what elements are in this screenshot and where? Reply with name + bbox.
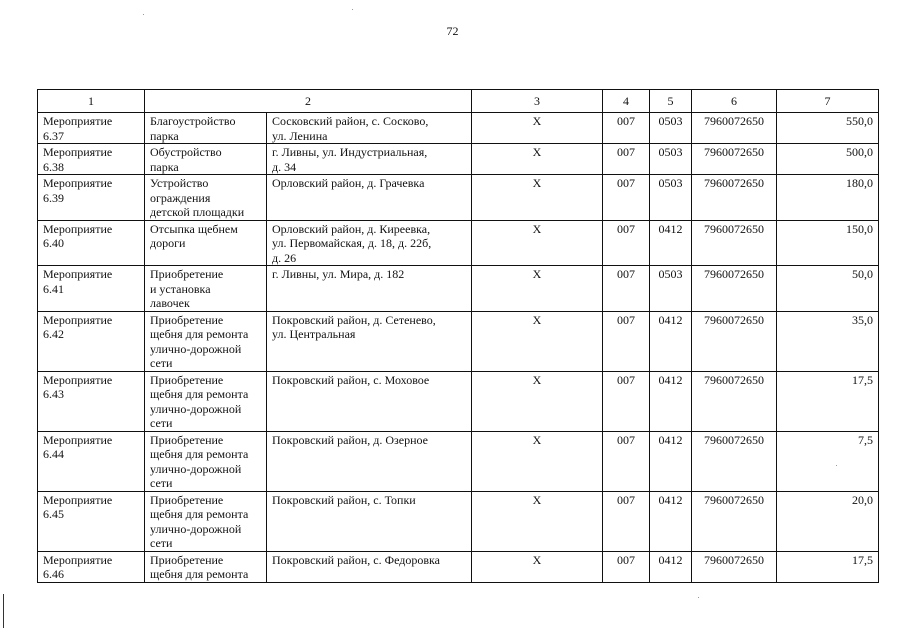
action-cell: Приобретение щебня для ремонта улично-дорожной сети [145, 371, 267, 431]
col5-cell: 0412 [650, 551, 692, 582]
action-cell: Приобретение щебня для ремонта улично-дорожной сети [145, 311, 267, 371]
event-cell: Мероприятие 6.38 [38, 144, 145, 175]
location-cell: Покровский район, с. Топки [267, 491, 472, 551]
event-cell: Мероприятие 6.41 [38, 266, 145, 312]
col3-cell: Х [472, 551, 603, 582]
action-cell: Приобретение щебня для ремонта улично-дорожной сети [145, 431, 267, 491]
col7-cell: 20,0 [777, 491, 879, 551]
event-cell: Мероприятие 6.42 [38, 311, 145, 371]
location-cell: Орловский район, д. Киреевка, ул. Первомайская, д. 18, д. 22б, д. 26 [267, 220, 472, 266]
location-cell: Покровский район, д. Сетенево, ул. Центральная [267, 311, 472, 371]
col7-cell: 17,5 [777, 551, 879, 582]
col5-cell: 0412 [650, 431, 692, 491]
event-cell: Мероприятие 6.37 [38, 113, 145, 144]
header-cell-7: 7 [777, 90, 879, 113]
location-cell: Покровский район, с. Федоровка [267, 551, 472, 582]
col4-cell: 007 [603, 551, 650, 582]
action-cell: Приобретение щебня для ремонта [145, 551, 267, 582]
budget-table [37, 89, 879, 583]
col3-cell: Х [472, 175, 603, 221]
location-cell: г. Ливны, ул. Мира, д. 182 [267, 266, 472, 312]
table-row [38, 431, 879, 491]
header-row [38, 90, 879, 113]
col4-cell: 007 [603, 266, 650, 312]
col6-cell: 7960072650 [692, 175, 777, 221]
col7-cell: 550,0 [777, 113, 879, 144]
col4-cell: 007 [603, 113, 650, 144]
col3-cell: Х [472, 371, 603, 431]
col6-cell: 7960072650 [692, 266, 777, 312]
location-cell: Орловский район, д. Грачевка [267, 175, 472, 221]
col6-cell: 7960072650 [692, 491, 777, 551]
location-cell: г. Ливны, ул. Индустриальная, д. 34 [267, 144, 472, 175]
col6-cell: 7960072650 [692, 113, 777, 144]
event-cell: Мероприятие 6.39 [38, 175, 145, 221]
table-row [38, 491, 879, 551]
col3-cell: Х [472, 431, 603, 491]
header-cell-6: 6 [692, 90, 777, 113]
col7-cell: 180,0 [777, 175, 879, 221]
table-row [38, 311, 879, 371]
action-cell: Приобретение щебня для ремонта улично-дорожной сети [145, 491, 267, 551]
event-cell: Мероприятие 6.40 [38, 220, 145, 266]
col5-cell: 0412 [650, 220, 692, 266]
col4-cell: 007 [603, 144, 650, 175]
col3-cell: Х [472, 491, 603, 551]
location-cell: Сосковский район, с. Сосково, ул. Ленина [267, 113, 472, 144]
col7-cell: 500,0 [777, 144, 879, 175]
event-cell: Мероприятие 6.45 [38, 491, 145, 551]
table-row [38, 144, 879, 175]
col7-cell: 7,5 [777, 431, 879, 491]
header-cell-1: 1 [38, 90, 145, 113]
location-cell: Покровский район, с. Моховое [267, 371, 472, 431]
event-cell: Мероприятие 6.46 [38, 551, 145, 582]
page-number: 72 [446, 24, 459, 38]
col5-cell: 0503 [650, 113, 692, 144]
col7-cell: 50,0 [777, 266, 879, 312]
header-cell-3: 3 [472, 90, 603, 113]
col4-cell: 007 [603, 220, 650, 266]
action-cell: Отсыпка щебнем дороги [145, 220, 267, 266]
col5-cell: 0503 [650, 144, 692, 175]
header-cell-2: 2 [145, 90, 472, 113]
event-cell: Мероприятие 6.43 [38, 371, 145, 431]
table-row [38, 113, 879, 144]
col3-cell: Х [472, 144, 603, 175]
col4-cell: 007 [603, 491, 650, 551]
location-cell: Покровский район, д. Озерное [267, 431, 472, 491]
table-row [38, 220, 879, 266]
col5-cell: 0503 [650, 175, 692, 221]
col6-cell: 7960072650 [692, 144, 777, 175]
action-cell: Благоустройство парка [145, 113, 267, 144]
table-row [38, 175, 879, 221]
event-cell: Мероприятие 6.44 [38, 431, 145, 491]
col5-cell: 0412 [650, 371, 692, 431]
col3-cell: Х [472, 220, 603, 266]
action-cell: Приобретение и установка лавочек [145, 266, 267, 312]
col6-cell: 7960072650 [692, 220, 777, 266]
col4-cell: 007 [603, 311, 650, 371]
table-row [38, 551, 879, 582]
header-cell-4: 4 [603, 90, 650, 113]
col3-cell: Х [472, 266, 603, 312]
col6-cell: 7960072650 [692, 311, 777, 371]
col3-cell: Х [472, 311, 603, 371]
scan-speck [143, 14, 144, 15]
scan-speck [698, 597, 699, 598]
col4-cell: 007 [603, 371, 650, 431]
table-row [38, 371, 879, 431]
header-cell-5: 5 [650, 90, 692, 113]
col4-cell: 007 [603, 175, 650, 221]
scan-speck [352, 9, 353, 10]
scan-edge-line [3, 594, 4, 628]
col7-cell: 35,0 [777, 311, 879, 371]
col4-cell: 007 [603, 431, 650, 491]
col6-cell: 7960072650 [692, 371, 777, 431]
col6-cell: 7960072650 [692, 551, 777, 582]
col3-cell: Х [472, 113, 603, 144]
col5-cell: 0503 [650, 266, 692, 312]
action-cell: Обустройство парка [145, 144, 267, 175]
col7-cell: 17,5 [777, 371, 879, 431]
col6-cell: 7960072650 [692, 431, 777, 491]
col5-cell: 0412 [650, 491, 692, 551]
col7-cell: 150,0 [777, 220, 879, 266]
col5-cell: 0412 [650, 311, 692, 371]
action-cell: Устройство ограждения детской площадки [145, 175, 267, 221]
table-row [38, 266, 879, 312]
